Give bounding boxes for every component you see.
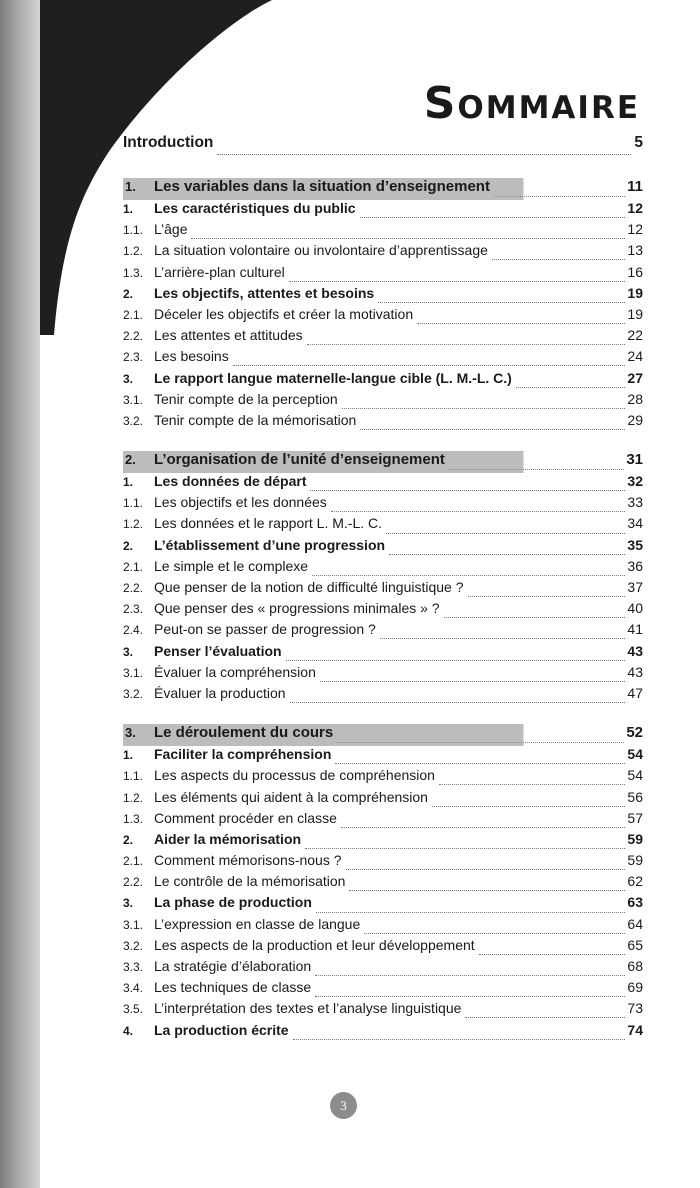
toc-entry-label: Tenir compte de la mémorisation [154, 411, 357, 428]
toc-entry[interactable] [123, 412, 643, 433]
toc-entry-label: Aider la mémorisation [154, 830, 302, 847]
toc-entry-number: 1.3. [123, 811, 144, 826]
leader-dots [465, 1007, 625, 1018]
toc-entry[interactable] [123, 242, 643, 263]
leader-dots [315, 965, 625, 976]
toc-entry-page: 19 [627, 284, 643, 301]
toc-chapter-2[interactable] [123, 451, 643, 473]
toc-entry-label: La stratégie d’élaboration [154, 958, 312, 974]
toc-entry-page: 12 [627, 221, 643, 238]
leader-dots [342, 398, 626, 409]
toc-entry-label: Introduction [123, 134, 214, 151]
toc-entry[interactable] [123, 264, 643, 285]
toc-entry-page: 54 [627, 767, 643, 784]
toc-entry[interactable] [123, 937, 643, 958]
toc-entry[interactable] [123, 221, 643, 242]
toc-entry-label: Les besoins [154, 348, 229, 365]
toc-entry-page: 69 [627, 979, 643, 996]
leader-dots [337, 732, 624, 743]
toc-entry-page: 54 [627, 746, 643, 763]
toc-entry-label: Penser l’évaluation [154, 642, 282, 659]
toc-entry[interactable] [123, 391, 643, 412]
leader-dots [444, 607, 626, 618]
leader-dots [494, 186, 625, 197]
toc-chapter-label: L’organisation de l’unité d’enseignement [154, 451, 445, 469]
toc-entry-number: 2. [123, 538, 134, 553]
toc-entry-page: 41 [627, 621, 643, 638]
leader-dots [335, 753, 625, 764]
toc-entry-number: 3.1. [123, 665, 144, 680]
toc-entry[interactable] [123, 494, 643, 515]
table-of-contents [123, 134, 643, 1043]
toc-entry-number: 4. [123, 1023, 134, 1038]
toc-entry-number: 1. [123, 748, 134, 763]
toc-entry-label: Le rapport langue maternelle-langue cible (L. M.-L. C.) [154, 369, 512, 386]
toc-entry-label: Le contrôle de la mémorisation [154, 873, 346, 890]
toc-entry-label: Évaluer la production [154, 684, 286, 701]
toc-introduction[interactable] [123, 134, 643, 160]
toc-entry-label: Les aspects de la production et leur développement [154, 936, 475, 953]
toc-entry-page: 56 [627, 788, 643, 805]
toc-entry[interactable] [123, 831, 643, 852]
toc-entry-number: 1.2. [123, 517, 144, 532]
leader-dots [364, 923, 625, 934]
toc-entry-number: 3.2. [123, 686, 144, 701]
toc-entry-page: 35 [627, 536, 643, 553]
toc-entry-label: Les éléments qui aident à la compréhension [154, 788, 428, 805]
leader-dots [492, 249, 626, 260]
toc-entry[interactable] [123, 852, 643, 873]
toc-entry-number: 2.4. [123, 623, 144, 638]
toc-entry-page: 28 [627, 390, 643, 407]
toc-entry-number: 3.1. [123, 392, 144, 407]
toc-chapter-1[interactable] [123, 178, 643, 200]
leader-dots [468, 586, 626, 597]
leader-dots [307, 334, 626, 345]
toc-entry[interactable] [123, 537, 643, 558]
toc-entry[interactable] [123, 200, 643, 221]
toc-entry[interactable] [123, 1000, 643, 1021]
toc-entry-label: L’arrière-plan culturel [154, 263, 285, 280]
page-number-badge: 3 [330, 1092, 357, 1119]
toc-entry-page: 68 [627, 958, 643, 974]
leader-dots [439, 774, 625, 785]
toc-entry[interactable] [123, 285, 643, 306]
toc-chapter-label: Le déroulement du cours [154, 724, 334, 742]
toc-chapter-number: 2. [125, 452, 136, 468]
toc-entry-number: 2.3. [123, 350, 144, 365]
toc-entry[interactable] [123, 515, 643, 536]
toc-entry[interactable] [123, 370, 643, 391]
toc-entry-number: 3. [123, 896, 134, 911]
toc-entry-label: Les objectifs et les données [154, 494, 327, 511]
toc-entry-label: Les attentes et attitudes [154, 327, 303, 344]
toc-entry-page: 65 [627, 936, 643, 953]
toc-entry-page: 34 [627, 515, 643, 532]
toc-entry[interactable] [123, 894, 643, 915]
toc-entry-page: 29 [627, 411, 643, 428]
leader-dots [290, 692, 626, 703]
leader-dots [331, 501, 626, 512]
toc-entry-number: 3.2. [123, 413, 144, 428]
toc-entry-page: 32 [627, 473, 643, 490]
toc-entry-number: 2.1. [123, 307, 144, 322]
leader-dots [380, 628, 626, 639]
toc-entry-page: 19 [627, 305, 643, 322]
leader-dots [417, 313, 625, 324]
leader-dots [312, 565, 625, 576]
toc-entry[interactable] [123, 579, 643, 600]
toc-entry-label: Les caractéristiques du public [154, 200, 356, 216]
toc-entry-label: Évaluer la compréhension [154, 663, 316, 680]
toc-entry-number: 3.3. [123, 960, 144, 974]
toc-entry-page: 16 [627, 263, 643, 280]
page-title: Sommaire [423, 78, 640, 129]
toc-entry-number: 1.2. [123, 244, 144, 259]
toc-entry[interactable] [123, 746, 643, 767]
toc-entry-label: Les techniques de classe [154, 979, 312, 996]
toc-entry-number: 1. [123, 202, 134, 216]
leader-dots [360, 207, 626, 218]
toc-entry-number: 1.2. [123, 790, 144, 805]
leader-dots [341, 817, 626, 828]
toc-chapter-number: 1. [125, 179, 136, 194]
toc-entry[interactable] [123, 306, 643, 327]
toc-entry-number: 2.2. [123, 875, 144, 890]
toc-entry-page: 5 [634, 134, 643, 151]
toc-chapter-number: 3. [125, 725, 136, 741]
toc-entry-page: 33 [627, 494, 643, 511]
toc-entry-label: L’âge [154, 221, 188, 238]
toc-entry-label: L’interprétation des textes et l’analyse linguistique [154, 1000, 462, 1017]
toc-entry-page: 27 [627, 369, 643, 386]
toc-chapter-page: 52 [626, 724, 643, 742]
toc-entry-page: 59 [627, 830, 643, 847]
toc-entry-page: 62 [627, 873, 643, 890]
leader-dots [360, 419, 625, 430]
toc-entry[interactable] [123, 958, 643, 979]
leader-dots [289, 271, 626, 282]
leader-dots [346, 859, 626, 870]
toc-chapter-page: 31 [626, 451, 643, 469]
leader-dots [320, 671, 626, 682]
toc-entry-page: 47 [627, 684, 643, 701]
toc-entry[interactable] [123, 643, 643, 664]
toc-entry-number: 3.2. [123, 938, 144, 953]
toc-entry-label: Comment procéder en classe [154, 809, 337, 826]
toc-entry[interactable] [123, 979, 643, 1000]
toc-entry-number: 3. [123, 644, 134, 659]
toc-entry-number: 2.2. [123, 581, 144, 595]
leader-dots [315, 986, 625, 997]
toc-entry[interactable] [123, 621, 643, 642]
toc-entry-page: 59 [627, 852, 643, 869]
toc-entry[interactable] [123, 600, 643, 621]
toc-entry[interactable] [123, 916, 643, 937]
leader-dots [432, 796, 625, 807]
toc-entry-number: 1.1. [123, 496, 144, 511]
toc-entry-page: 74 [627, 1021, 643, 1038]
toc-entry-label: Faciliter la compréhension [154, 746, 332, 763]
toc-entry-label: Peut-on se passer de progression ? [154, 621, 376, 638]
toc-entry[interactable] [123, 327, 643, 348]
toc-entry-label: Les aspects du processus de compréhension [154, 767, 435, 784]
toc-entry-number: 2. [123, 832, 134, 847]
toc-entry-label: Les objectifs, attentes et besoins [154, 284, 375, 301]
leader-dots [316, 902, 626, 913]
toc-entry-label: Que penser de la notion de difficulté linguistique ? [154, 579, 464, 595]
toc-entry[interactable] [123, 348, 643, 369]
toc-entry-page: 37 [627, 579, 643, 595]
toc-chapter-label: Les variables dans la situation d’enseignement [154, 178, 490, 195]
leader-dots [217, 144, 631, 155]
toc-entry[interactable] [123, 789, 643, 810]
toc-entry-page: 43 [627, 663, 643, 680]
toc-entry-page: 43 [627, 642, 643, 659]
toc-entry-number: 3. [123, 371, 134, 386]
toc-entry-label: Les données de départ [154, 473, 307, 490]
toc-entry-label: L’établissement d’une progression [154, 536, 386, 553]
toc-entry-page: 64 [627, 915, 643, 932]
toc-entry-page: 63 [627, 894, 643, 911]
toc-entry[interactable] [123, 810, 643, 831]
toc-entry-label: La situation volontaire ou involontaire d’apprentissage [154, 242, 488, 259]
toc-entry-number: 2.2. [123, 329, 144, 344]
leader-dots [378, 292, 625, 303]
toc-entry[interactable] [123, 685, 643, 706]
leader-dots [293, 1029, 626, 1040]
toc-entry-label: Le simple et le complexe [154, 557, 309, 574]
toc-entry-label: Comment mémorisons-nous ? [154, 852, 342, 869]
leader-dots [233, 355, 626, 366]
toc-entry-number: 1.1. [123, 769, 144, 784]
leader-dots [349, 880, 625, 891]
toc-entry-number: 2.1. [123, 559, 144, 574]
toc-entry-number: 2.3. [123, 602, 144, 617]
toc-entry[interactable] [123, 473, 643, 494]
leader-dots [191, 228, 625, 239]
toc-entry-page: 40 [627, 600, 643, 617]
toc-entry-label: Que penser des « progressions minimales » ? [154, 600, 440, 617]
leader-dots [516, 377, 626, 388]
toc-entry[interactable] [123, 873, 643, 894]
toc-entry-label: La production écrite [154, 1021, 289, 1038]
toc-entry[interactable] [123, 1022, 643, 1043]
toc-entry-page: 12 [627, 200, 643, 216]
toc-chapter-page: 11 [627, 178, 643, 195]
toc-entry-number: 2. [123, 286, 134, 301]
toc-entry-page: 24 [627, 348, 643, 365]
toc-entry-number: 3.1. [123, 917, 144, 932]
toc-entry[interactable] [123, 664, 643, 685]
toc-entry[interactable] [123, 767, 643, 788]
leader-dots [286, 650, 626, 661]
leader-dots [449, 459, 624, 470]
toc-entry-number: 3.4. [123, 981, 144, 996]
toc-entry-page: 73 [627, 1000, 643, 1017]
leader-dots [479, 944, 626, 955]
toc-entry-label: Tenir compte de la perception [154, 390, 338, 407]
toc-entry-number: 1.3. [123, 265, 144, 280]
toc-entry-number: 3.5. [123, 1002, 144, 1017]
leader-dots [386, 523, 625, 534]
toc-entry-label: L’expression en classe de langue [154, 915, 361, 932]
toc-entry[interactable] [123, 558, 643, 579]
toc-entry-number: 2.1. [123, 854, 144, 869]
toc-entry-page: 36 [627, 557, 643, 574]
toc-entry-number: 1.1. [123, 223, 144, 238]
toc-entry-page: 22 [627, 327, 643, 344]
toc-entry-page: 13 [627, 242, 643, 259]
leader-dots [389, 544, 625, 555]
toc-entry-page: 57 [627, 809, 643, 826]
toc-entry-label: Déceler les objectifs et créer la motivation [154, 305, 414, 322]
leader-dots [310, 480, 625, 491]
toc-entry-number: 1. [123, 475, 134, 490]
leader-dots [305, 838, 625, 849]
toc-chapter-3[interactable] [123, 724, 643, 746]
page-edge-gradient [0, 0, 40, 1188]
toc-entry-label: La phase de production [154, 894, 312, 911]
toc-entry-label: Les données et le rapport L. M.-L. C. [154, 515, 383, 532]
